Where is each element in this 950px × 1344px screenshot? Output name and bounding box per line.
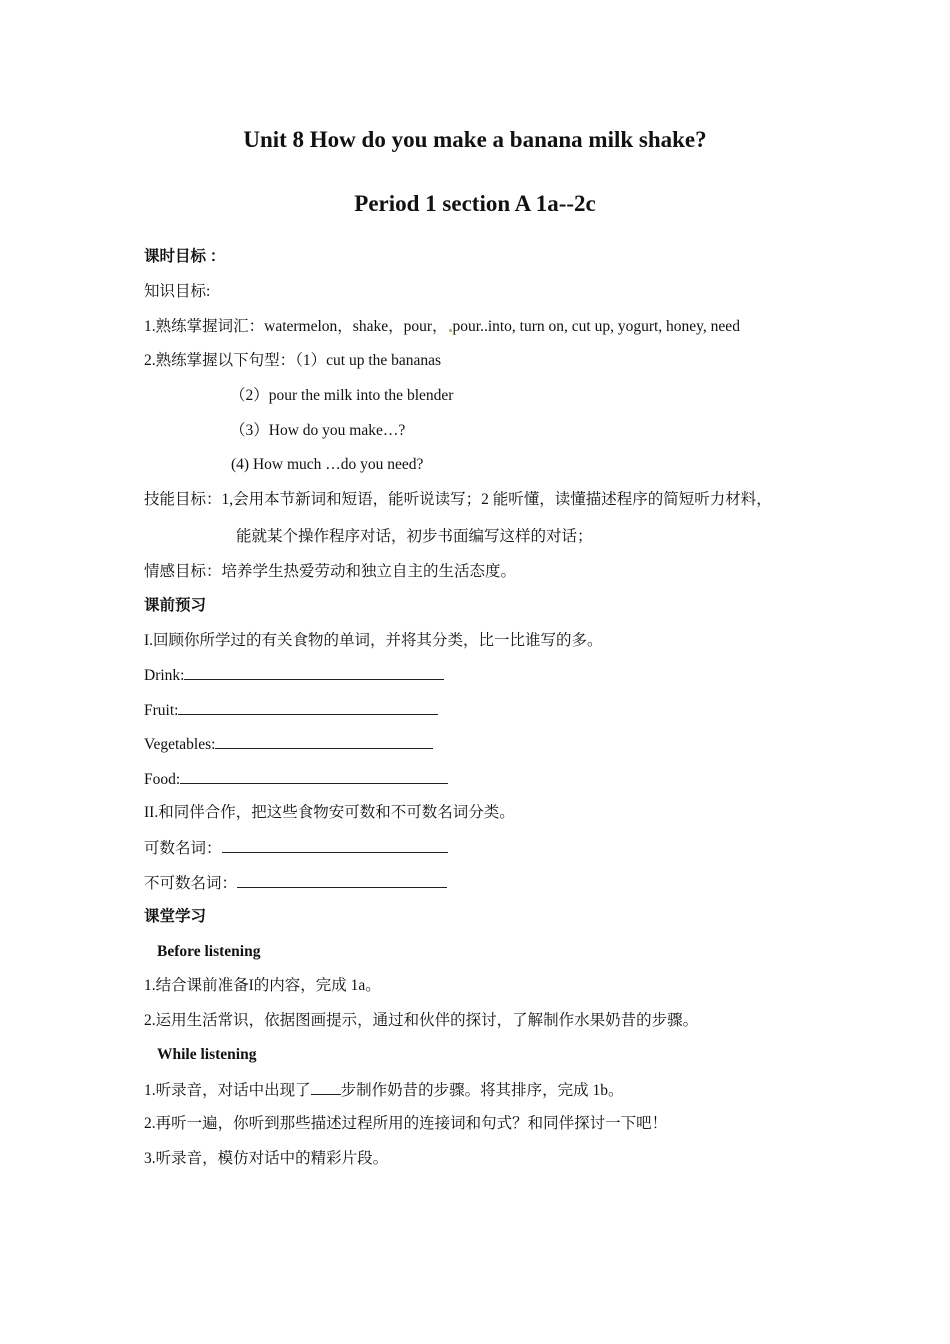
before-task-1: 1.结合课前准备I的内容，完成 1a。 — [144, 977, 381, 994]
vocabulary-line — [144, 317, 740, 337]
fruit-blank[interactable] — [178, 700, 438, 715]
classroom-heading: 课堂学习 — [144, 908, 207, 925]
drink-line — [144, 665, 444, 686]
vocabulary-words-b: pour..into, turn on, cut up, yogurt, honey, need — [452, 318, 740, 335]
vocabulary-label: 1.熟练掌握词汇： — [144, 318, 265, 335]
preview-task-2: II.和同伴合作，把这些食物安可数和不可数名词分类。 — [144, 804, 515, 821]
vegetables-blank[interactable] — [215, 734, 433, 749]
preview-heading: 课前预习 — [144, 597, 207, 614]
dot-mark — [449, 329, 452, 332]
unit-title: Unit 8 How do you make a banana milk shake? — [243, 127, 707, 152]
vegetables-line — [144, 734, 433, 755]
uncountable-blank[interactable] — [237, 873, 447, 888]
objectives-heading: 课时目标 ： — [144, 248, 226, 265]
while-task-1-start: 1.听录音，对话中出现了 — [144, 1082, 311, 1099]
food-blank[interactable] — [180, 769, 448, 784]
while-task-1-end: 步制作奶昔的步骤。将其排序，完成 1b。 — [340, 1082, 624, 1099]
sentence-1: （1）cut up the bananas — [295, 352, 442, 369]
while-listening-heading: While listening — [157, 1046, 257, 1063]
skill-objective-line2: 能就某个操作程序对话，初步书面编写这样的对话； — [236, 528, 593, 545]
sentence-pattern-label: 2.熟练掌握以下句型： — [144, 352, 296, 369]
before-listening-heading: Before listening — [157, 943, 261, 960]
skill-objective-line1: 技能目标：1,会用本节新词和短语，能听说读写；2 能听懂，读懂描述程序的简短听力材料， — [144, 491, 772, 508]
period-subtitle: Period 1 section A 1a--2c — [354, 191, 596, 216]
fruit-line — [144, 700, 438, 721]
sentence-pattern-line — [144, 351, 441, 371]
uncountable-label: 不可数名词： — [144, 875, 238, 892]
sentence-2: （2）pour the milk into the blender — [230, 387, 454, 404]
preview-task-1: I.回顾你所学过的有关食物的单词，并将其分类，比一比谁写的多。 — [144, 632, 603, 649]
sentence-4: (4) How much …do you need? — [231, 456, 424, 473]
drink-label: Drink: — [144, 667, 185, 684]
countable-line — [144, 838, 448, 859]
while-task-1 — [144, 1080, 624, 1101]
food-line — [144, 769, 448, 790]
knowledge-label: 知识目标: — [144, 283, 211, 300]
countable-label: 可数名词： — [144, 840, 222, 857]
fruit-label: Fruit: — [144, 702, 179, 719]
vocabulary-words-a: watermelon，shake，pour， — [264, 318, 448, 335]
before-task-2: 2.运用生活常识，依据图画提示，通过和伙伴的探讨，了解制作水果奶昔的步骤。 — [144, 1012, 699, 1029]
drink-blank[interactable] — [184, 665, 444, 680]
countable-blank[interactable] — [222, 838, 448, 853]
uncountable-line — [144, 873, 447, 894]
while-task-3: 3.听录音，模仿对话中的精彩片段。 — [144, 1150, 389, 1167]
emotion-objective: 情感目标：培养学生热爱劳动和独立自主的生活态度。 — [144, 563, 517, 580]
sentence-3: （3）How do you make…? — [230, 422, 406, 439]
vegetables-label: Vegetables: — [144, 736, 216, 753]
steps-count-blank[interactable] — [311, 1080, 341, 1095]
while-task-2: 2.再听一遍，你听到那些描述过程所用的连接词和句式？和同伴探讨一下吧！ — [144, 1115, 668, 1132]
food-label: Food: — [144, 771, 181, 788]
